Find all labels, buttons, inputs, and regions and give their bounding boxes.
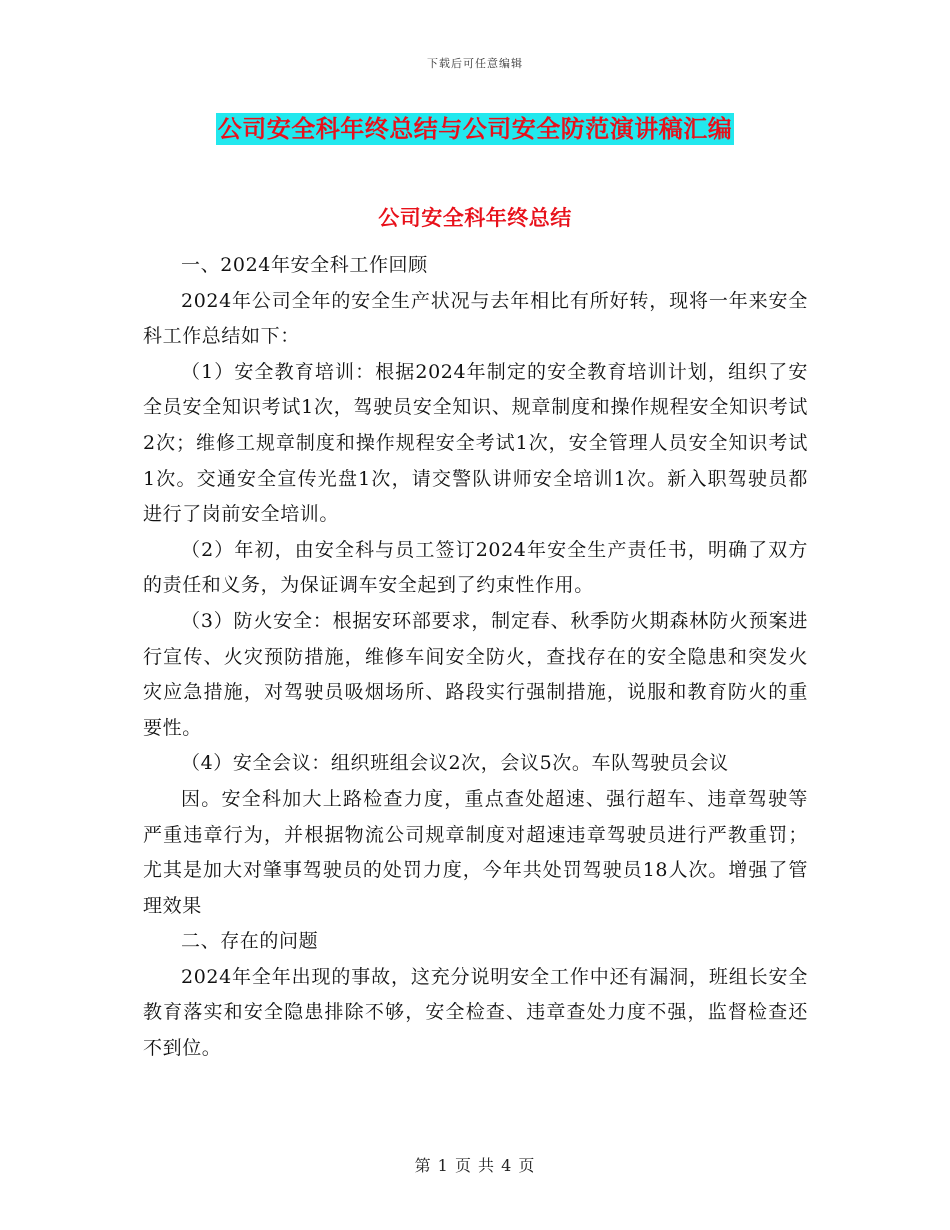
paragraph-review-heading: 一、2024年安全科工作回顾 [181,254,428,276]
paragraph-problems-heading: 二、存在的问题 [181,930,319,953]
page-footer: 第 1 页 共 4 页 [414,1156,536,1175]
doc-title-wrapper [0,113,950,145]
paragraph-intro: 2024年公司全年的安全生产状况与去年相比有所好转，现将一年来安全科工作总结如下： [143,289,808,348]
paragraph-training: （1）安全教育培训：根据2024年制定的安全教育培训计划，组织了安全员安全知识考试1次，驾驶员安全知识、规章制度和操作规程安全知识考试2次；维修工规章制度和操作规程安全考试1次，安全管理人员安全知识考试1次。交通安全宣传光盘1次，请交警队讲师安全培训1次。新入职驾驶员都进行了岗前安全培训。 [143,360,808,526]
paragraph-meetings: （4）安全会议：组织班组会议2次，会议5次。车队驾驶员会议 [181,752,729,775]
doc-title: 公司安全科年终总结与公司安全防范演讲稿汇编 [217,115,733,143]
section-title: 公司安全科年终总结 [378,206,572,230]
paragraph-responsibility: （2）年初，由安全科与员工签订2024年安全生产责任书，明确了双方的责任和义务，为保证调车安全起到了约束性作用。 [143,538,808,597]
paragraph-problems: 2024年全年出现的事故，这充分说明安全工作中还有漏洞，班组长安全教育落实和安全隐患排除不够，安全检查、违章查处力度不强，监督检查还不到位。 [143,965,808,1060]
header-note: 下载后可任意编辑 [427,57,523,70]
body-text [143,248,808,1067]
paragraph-fire-safety: （3）防火安全：根据安环部要求，制定春、秋季防火期森林防火预案进行宣传、火灾预防措施，维修车间安全防火，查找存在的安全隐患和突发火灾应急措施，对驾驶员吸烟场所、路段实行强制措施，说服和教育防火的重要性。 [143,609,808,739]
paragraph-inspection: 因。安全科加大上路检查力度，重点查处超速、强行超车、违章驾驶等严重违章行为，并根据物流公司规章制度对超速违章驾驶员进行严教重罚；尤其是加大对肇事驾驶员的处罚力度，今年共处罚驾驶员18人次。增强了管理效果 [143,787,808,917]
